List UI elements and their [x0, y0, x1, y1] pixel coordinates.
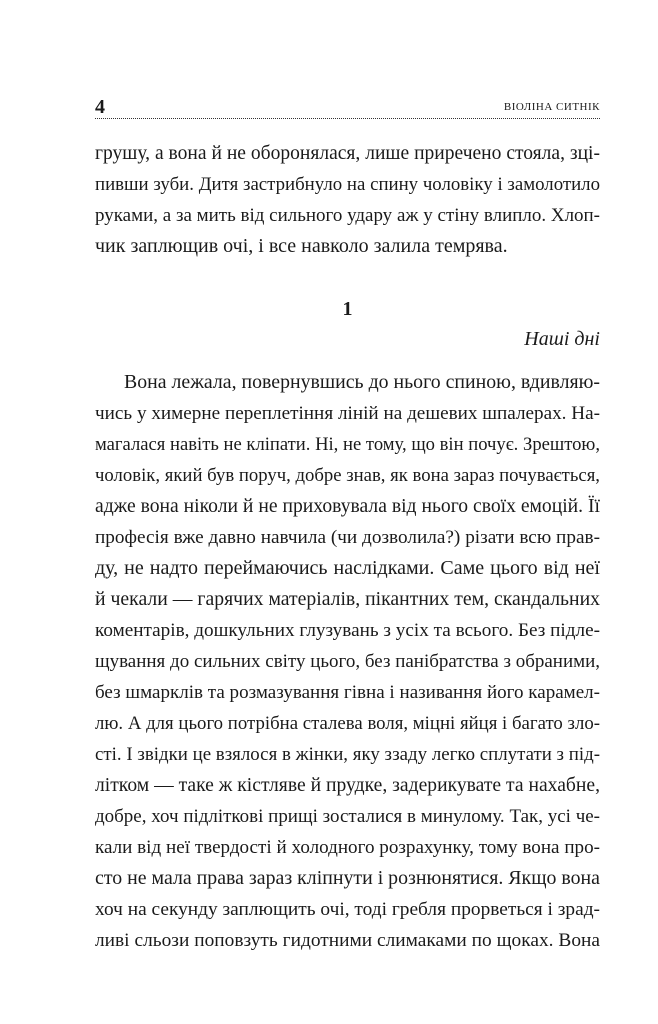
header-dotted-rule — [95, 118, 600, 119]
chapter-number: 1 — [342, 298, 353, 320]
text-line: й чекали — гарячих матеріалів, пікантних тем, скандальних — [95, 588, 600, 610]
opening-paragraph — [95, 138, 600, 262]
text-line: сто не мала права зараз кліпнути і рознюнятися. Якщо вона — [95, 867, 600, 889]
page-number: 4 — [95, 96, 105, 118]
text-line: пивши зуби. Дитя застрибнуло на спину чоловіку і замолотило — [95, 174, 600, 195]
text-line: сті. І звідки це взялося в жінки, яку ззаду легко сплутати з під- — [95, 744, 600, 765]
text-line: лю. А для цього потрібна сталева воля, міцні яйця і багато зло- — [95, 713, 600, 734]
text-line: чик заплющив очі, і все навколо залила темрява. — [95, 235, 508, 257]
book-page — [95, 0, 600, 1024]
text-line: чись у химерне переплетіння ліній на дешевих шпалерах. На- — [95, 403, 600, 424]
text-line: ливі сльози поповзуть гидотними слимаками по щоках. Вона — [95, 930, 600, 951]
text-line: кали від неї твердості й холодного розрахунку, тому вона про- — [95, 837, 600, 858]
text-line: ду, не надто переймаючись наслідками. Саме цього від неї — [95, 557, 600, 579]
text-line: добре, хоч підліткові прищі зосталися в минулому. Так, усі че- — [95, 806, 600, 827]
text-line: чоловік, який був поруч, добре знав, як вона зараз почувається, — [95, 465, 600, 486]
text-line: без шмарклів та розмазування гівна і називання його карамел- — [95, 682, 600, 703]
text-line: професія вже давно навчила (чи дозволила?) різати всю прав- — [95, 527, 600, 548]
text-line: літком — таке ж кістляве й прудке, задерикувате та нахабне, — [95, 775, 600, 796]
text-line: адже вона ніколи й не приховувала від нього своїх емоцій. Її — [95, 496, 600, 517]
running-head-author: ВІОЛІНА СИТНІК — [503, 101, 600, 113]
page-header — [95, 96, 600, 118]
text-line: коментарів, дошкульних глузувань з усіх та всього. Без підле- — [95, 620, 600, 641]
text-line: руками, а за мить від сильного удару аж у стіну влипло. Хлоп- — [95, 205, 600, 226]
text-line: магалася навіть не кліпати. Ні, не тому, що він почує. Зрештою, — [95, 434, 600, 455]
text-line: Вона лежала, повернувшись до нього спиною, вдивляю- — [124, 371, 600, 393]
chapter-subtitle: Наші дні — [524, 328, 600, 350]
text-line: хоч на секунду заплющить очі, тоді гребля прорветься і зрад- — [95, 899, 600, 920]
text-line: грушу, а вона й не оборонялася, лише приречено стояла, зці- — [95, 143, 600, 164]
body-paragraph — [95, 367, 600, 956]
text-line: щування до сильних світу цього, без панібратства з обраними, — [95, 651, 600, 672]
